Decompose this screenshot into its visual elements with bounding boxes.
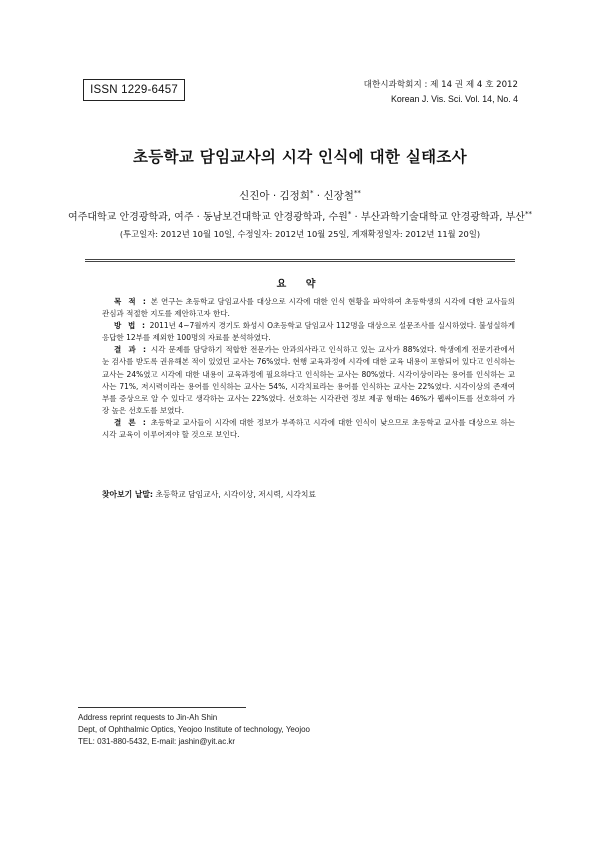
- journal-info: [364, 78, 518, 106]
- keywords: [102, 489, 316, 500]
- section-label: 결 과 :: [114, 345, 149, 355]
- section-label: 결 론 :: [114, 417, 148, 427]
- journal-title-korean: 대한시과학회지 : 제 14 권 제 4 호 2012: [363, 80, 518, 90]
- footnote-line: Address reprint requests to Jin-Ah Shin: [78, 713, 218, 722]
- section-text: 시각 문제를 담당하기 적합한 전문가는 안과의사라고 인식하고 있는 교사가 88%였다. 학생에게 전문기관에서 눈 검사를 받도록 권유해본 적이 있었던 교사는 76%였다. 현행 교육과정에 시각에 대한 교육 내용이 포함되어 있다고 인식하는 교사는 24%였고 시각에 대한 내용이 교육과정에 필요하다고 인식하는 교사는 80%였다. 시각이상이라는 용어를 인식하는 교사는 71%, 저시력이라는 용어를 인식하는 교사는 54%, 시각치료라는 용어를 인식하는 교사는 22%였다. 시각이상의 존재여부를 증상으로 알 수 있다고 생각하는 교사는 22%였다. 선호하는 시각관련 정보 제공 형태는 46%가 웹싸이트를 선호하여 가장 높은 선호도를 보였다.: [102, 345, 515, 415]
- abstract-conclusion: [102, 417, 515, 441]
- section-text: 본 연구는 초등학교 담임교사를 대상으로 시각에 대한 인식 현황을 파악하여 초등학생의 시각에 대한 교사들의 관심과 적절한 지도를 제안하고자 한다.: [102, 297, 515, 319]
- affiliation-mark: **: [524, 210, 532, 218]
- journal-title-english: Korean J. Vis. Sci. Vol. 14, No. 4: [391, 94, 518, 104]
- author-name: 신장철: [323, 190, 354, 202]
- correspondence-footnote: [78, 712, 310, 749]
- author-mark: *: [309, 189, 314, 197]
- author-name: 김정희: [279, 190, 310, 202]
- keywords-label: 찾아보기 낱말:: [102, 490, 154, 499]
- submission-dates: (투고일자: 2012년 10월 10일, 수정일자: 2012년 10월 25일, 게재확정일자: 2012년 11월 20일): [119, 229, 481, 239]
- section-label: 목 적 :: [114, 297, 148, 306]
- keywords-text: 초등학교 담임교사, 시각이상, 저시력, 시각치료: [153, 490, 316, 499]
- abstract-purpose: [102, 296, 515, 320]
- affiliation-text: · 부산과학기술대학교 안경광학과, 부산: [351, 212, 525, 223]
- author-name: 신진아: [239, 190, 270, 202]
- section-text: 초등학교 교사들이 시각에 대한 정보가 부족하고 시각에 대한 인식이 낮으므로 초등학교 교사를 대상으로 하는 시각 교육이 이루어져야 할 것으로 보인다.: [102, 417, 515, 440]
- paper-title: 초등학교 담임교사의 시각 인식에 대한 실태조사: [133, 148, 467, 166]
- author-list: [0, 188, 600, 203]
- divider: [85, 261, 515, 262]
- footnote-line: Dept, of Ophthalmic Optics, Yeojoo Institute of technology, Yeojoo: [78, 725, 311, 735]
- divider: [85, 259, 515, 260]
- abstract-methods: [102, 320, 515, 344]
- affiliations: [0, 208, 600, 223]
- author-separator: ·: [269, 190, 280, 202]
- abstract-results: [102, 344, 515, 417]
- section-label: 방 법 :: [114, 321, 148, 331]
- abstract-heading: 요 약: [276, 279, 324, 290]
- section-text: 2011년 4~7월까지 경기도 화성시 O초등학교 담임교사 112명을 대상으로 설문조사를 실시하였다. 불성실하게 응답한 12부를 제외한 100명의 자료를 분석하였다.: [102, 321, 516, 343]
- affiliation-text: 여주대학교 안경광학과, 여주 · 동남보건대학교 안경광학과, 수원: [68, 212, 348, 223]
- affiliation-mark: *: [347, 210, 352, 218]
- footnote-line: TEL: 031-880-5432, E-mail: jashin@yit.ac.kr: [78, 737, 236, 747]
- issn-box: ISSN 1229-6457: [83, 79, 185, 101]
- author-mark: **: [353, 189, 361, 197]
- author-separator: ·: [313, 190, 324, 202]
- footnote-divider: [78, 707, 246, 708]
- abstract-body: [102, 296, 515, 441]
